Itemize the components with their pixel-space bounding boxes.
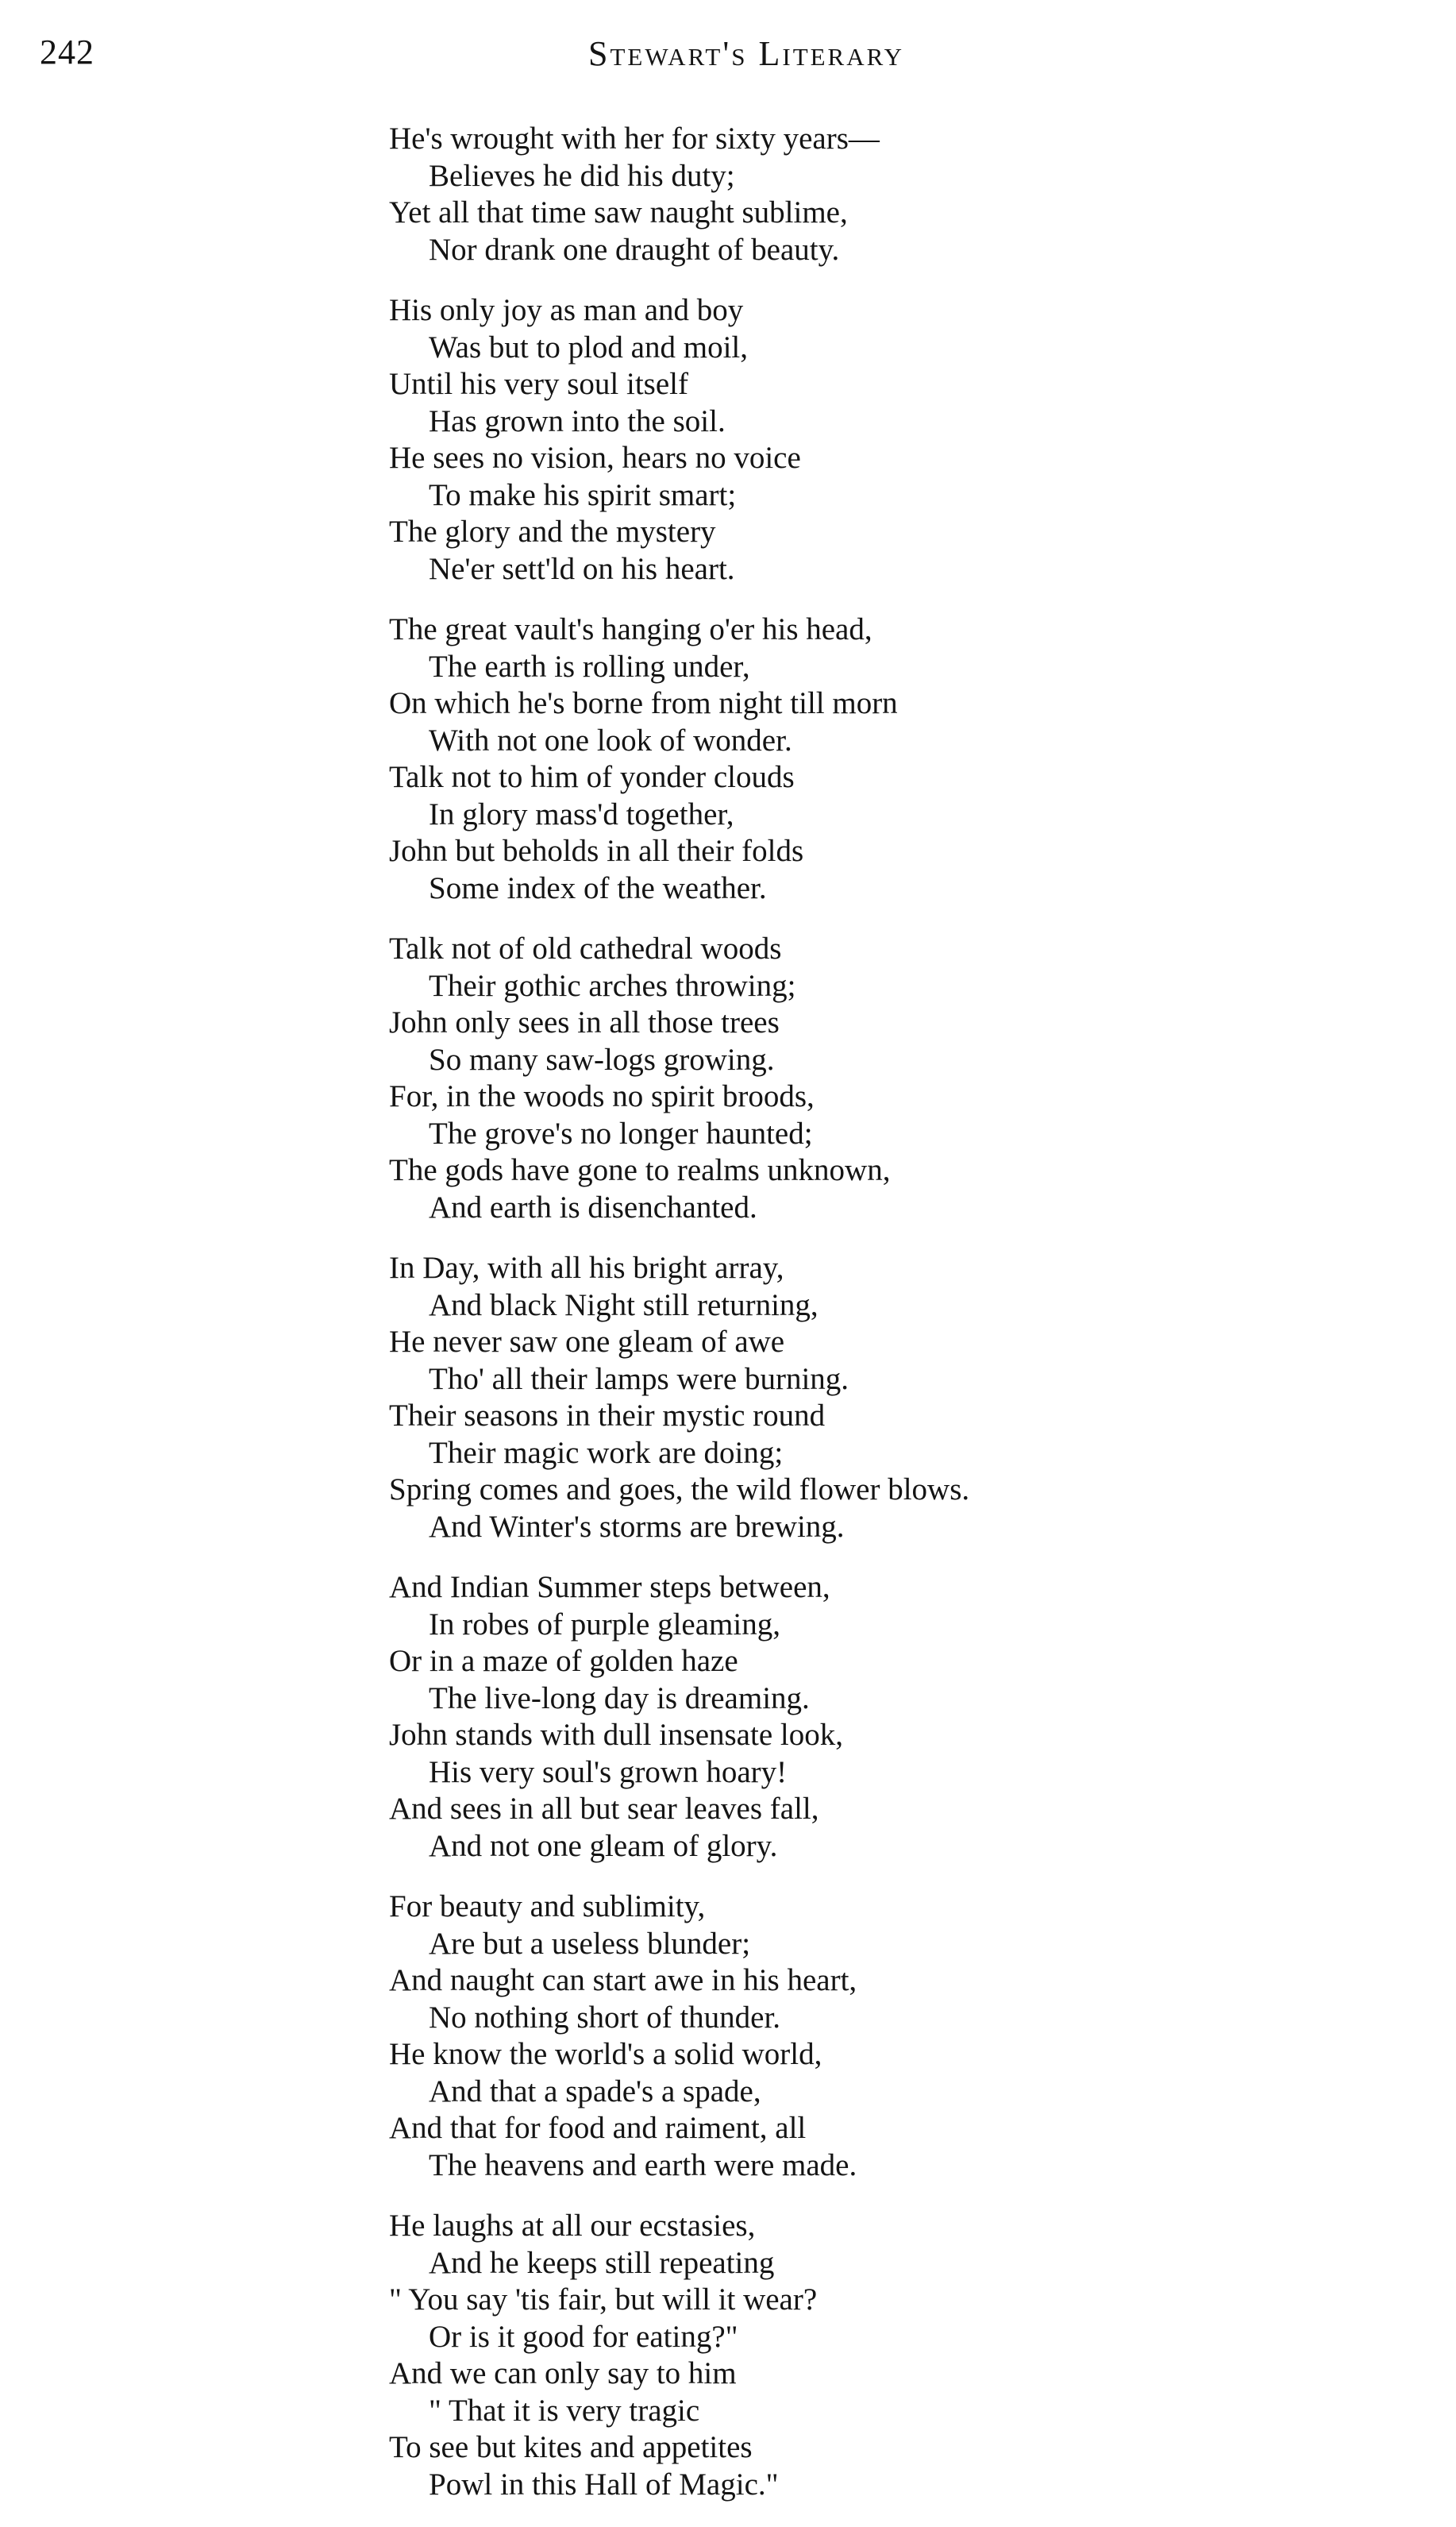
- poem-line: Talk not of old cathedral woods: [389, 932, 782, 966]
- poem-line: Or is it good for eating?": [429, 2319, 738, 2354]
- poem-line: In robes of purple gleaming,: [429, 1607, 780, 1642]
- poem-line: And that for food and raiment, all: [389, 2111, 807, 2145]
- poem-line: He know the world's a solid world,: [389, 2037, 822, 2071]
- running-head: Stewart's Literary: [588, 34, 904, 73]
- poem-line: Powl in this Hall of Magic.": [429, 2467, 779, 2502]
- poem-line: To see but kites and appetites: [389, 2430, 753, 2464]
- stanza-1: [389, 121, 1421, 268]
- poem-line: His only joy as man and boy: [389, 293, 744, 327]
- poem-line: So many saw-logs growing.: [429, 1042, 775, 1077]
- poem-line: Their magic work are doing;: [429, 1435, 784, 1470]
- poem-line: And we can only say to him: [389, 2356, 737, 2390]
- poem-line: Their seasons in their mystic round: [389, 1399, 826, 1433]
- poem-line: Their gothic arches throwing;: [429, 968, 796, 1003]
- poem-line: For beauty and sublimity,: [389, 1889, 706, 1923]
- poem-line: Ne'er sett'ld on his heart.: [429, 551, 735, 586]
- poem-line: He sees no vision, hears no voice: [389, 441, 801, 475]
- poem-line: " That it is very tragic: [429, 2393, 700, 2428]
- poem-line: In glory mass'd together,: [429, 797, 734, 831]
- poem-line: Has grown into the soil.: [429, 403, 726, 438]
- poem-line: Until his very soul itself: [389, 367, 688, 401]
- poem-line: Yet all that time saw naught sublime,: [389, 195, 848, 230]
- poem-line: The glory and the mystery: [389, 515, 716, 549]
- poem-line: In Day, with all his bright array,: [389, 1251, 784, 1285]
- stanza-2: [389, 292, 1421, 588]
- poem-line: And earth is disenchanted.: [429, 1190, 757, 1225]
- poem-line: And Winter's storms are brewing.: [429, 1509, 845, 1544]
- poem-line: On which he's borne from night till morn: [389, 686, 898, 720]
- poem-line: The gods have gone to realms unknown,: [389, 1153, 891, 1187]
- stanza-5: [389, 1250, 1421, 1545]
- poem-line: He's wrought with her for sixty years—: [389, 122, 880, 156]
- poem-line: He laughs at all our ecstasies,: [389, 2209, 756, 2243]
- stanza-7: [389, 1888, 1421, 2184]
- poem-line: Talk not to him of yonder clouds: [389, 760, 795, 794]
- poem-line: And naught can start awe in his heart,: [389, 1963, 857, 1997]
- poem-line: Was but to plod and moil,: [429, 330, 748, 365]
- poem-line: No nothing short of thunder.: [429, 2000, 781, 2035]
- poem-line: Spring comes and goes, the wild flower blows.: [389, 1472, 970, 1507]
- stanza-6: [389, 1569, 1421, 1865]
- poem-line: The earth is rolling under,: [429, 649, 750, 684]
- poem-line: John only sees in all those trees: [389, 1005, 780, 1040]
- stanza-4: [389, 931, 1421, 1226]
- poem-line: And not one gleam of glory.: [429, 1828, 778, 1863]
- poem-line: With not one look of wonder.: [429, 723, 792, 758]
- poem-line: Some index of the weather.: [429, 870, 767, 905]
- poem-line: His very soul's grown hoary!: [429, 1754, 788, 1789]
- poem: [389, 121, 1421, 2527]
- poem-line: Nor drank one draught of beauty.: [429, 232, 840, 267]
- poem-line: " You say 'tis fair, but will it wear?: [389, 2282, 818, 2317]
- poem-line: Or in a maze of golden haze: [389, 1644, 738, 1678]
- poem-line: The live-long day is dreaming.: [429, 1680, 810, 1715]
- poem-line: And sees in all but sear leaves fall,: [389, 1792, 819, 1826]
- poem-line: He never saw one gleam of awe: [389, 1325, 785, 1359]
- poem-line: To make his spirit smart;: [429, 477, 737, 512]
- poem-line: And black Night still returning,: [429, 1287, 819, 1322]
- poem-line: Tho' all their lamps were burning.: [429, 1361, 849, 1396]
- stanza-3: [389, 611, 1421, 907]
- poem-line: The grove's no longer haunted;: [429, 1116, 813, 1151]
- stanza-8: [389, 2208, 1421, 2503]
- poem-line: And Indian Summer steps between,: [389, 1570, 830, 1604]
- poem-line: John but beholds in all their folds: [389, 834, 804, 868]
- poem-line: The great vault's hanging o'er his head,: [389, 612, 872, 646]
- poem-line: And that a spade's a spade,: [429, 2074, 761, 2108]
- poem-line: The heavens and earth were made.: [429, 2147, 857, 2182]
- poem-line: Believes he did his duty;: [429, 158, 735, 193]
- poem-line: Are but a useless blunder;: [429, 1926, 751, 1961]
- poem-line: For, in the woods no spirit broods,: [389, 1079, 815, 1113]
- page-number: 242: [40, 33, 94, 71]
- poem-line: And he keeps still repeating: [429, 2245, 775, 2280]
- poem-line: John stands with dull insensate look,: [389, 1718, 843, 1752]
